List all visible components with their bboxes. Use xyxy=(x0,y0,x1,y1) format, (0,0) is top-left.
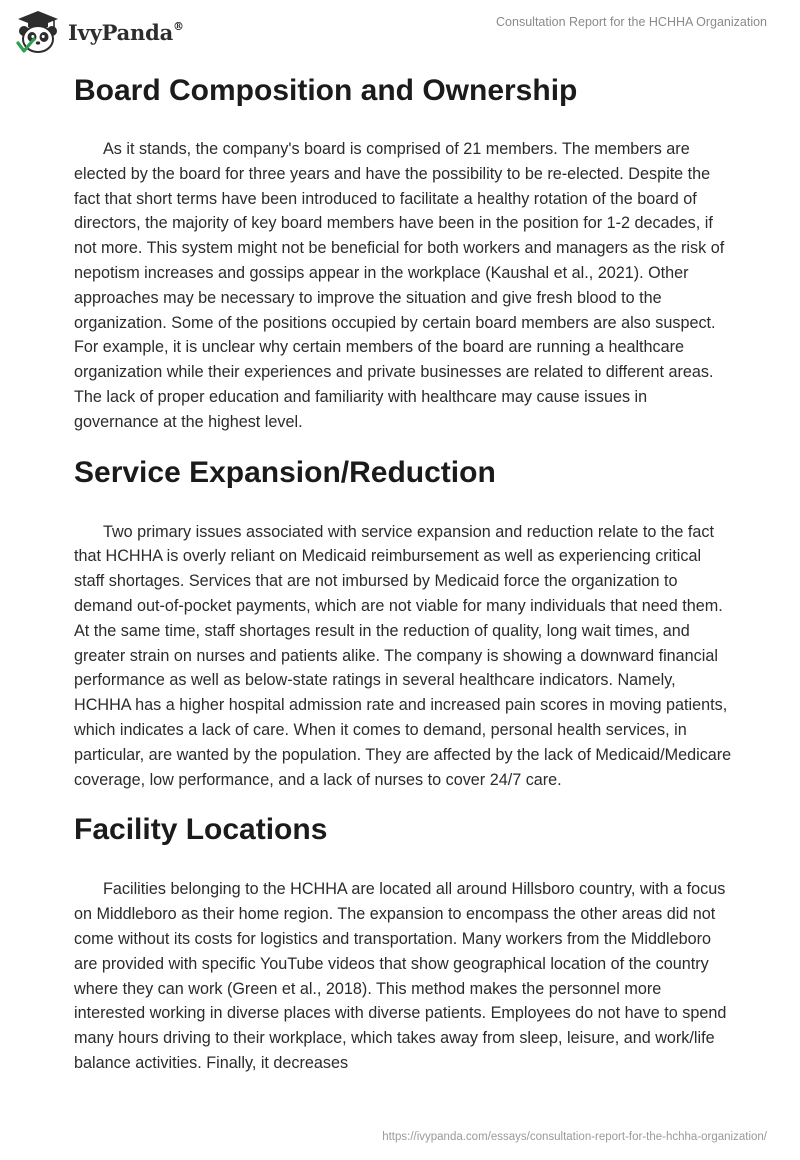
running-title: Consultation Report for the HCHHA Organization xyxy=(496,15,767,29)
page-header xyxy=(0,0,800,60)
section-title-board-composition: Board Composition and Ownership xyxy=(74,74,578,107)
section-text-facility-locations: Facilities belonging to the HCHHA are located all around Hillsboro country, with a focus on Middleboro as their home region. The expansion to encompass the other areas did not come without its costs for logistics and transportation. Many workers from the Middleboro are provided with specific YouTube videos that show geographical location of the country where they can work (Green et al., 2018). This method makes the personnel more interested working in diverse places with diverse patients. Employees do not have to spend many hours driving to their workplace, which takes away from sleep, leisure, and work/life balance activities. Finally, it decreases xyxy=(74,880,727,1072)
section-text-service-expansion: Two primary issues associated with service expansion and reduction relate to the fact that HCHHA is overly reliant on Medicaid reimbursement as well as experiencing critical staff shortages. Services that are not imbursed by Medicaid force the organization to demand out-of-pocket payments, which are not viable for many individuals that need them. At the same time, staff shortages result in the reduction of quality, long wait times, and greater strain on nurses and patients alike. The company is showing a downward financial performance as well as below-state ratings in several healthcare indicators. Namely, HCHHA has a higher hospital admission rate and increased pain scores in moving patients, which indicates a lack of care. When it comes to demand, personal health services, in particular, are wanted by the population. They are affected by the lack of Medicaid/Medicare coverage, low performance, and a lack of nurses to cover 24/7 care. xyxy=(74,522,732,789)
panda-graduate-icon xyxy=(14,9,62,55)
section-text-board-composition: As it stands, the company's board is comprised of 21 members. The members are elected by the board for three years and have the possibility to be re-elected. Despite the fact that short terms have been introduced to facilitate a healthy rotation of the board of directors, the majority of key board members have been in the position for 1-2 decades, if not more. This system might not be beneficial for both workers and managers as the risk of nepotism increases and gossips appear in the workplace (Kaushal et al., 2021). Other approaches may be necessary to improve the situation and give fresh blood to the organization. Some of the positions occupied by certain board members are also suspect. For example, it is unclear why certain members of the board are running a healthcare organization while their experiences and private businesses are related to different areas. The lack of proper education and familiarity with healthcare may cause issues in governance at the highest level. xyxy=(74,140,725,431)
logo-name: IvyPanda xyxy=(68,19,174,45)
section-title-facility-locations: Facility Locations xyxy=(74,813,328,847)
source-url[interactable]: https://ivypanda.com/essays/consultation-report-for-the-hchha-organization/ xyxy=(382,1131,767,1143)
document-body xyxy=(74,70,734,1076)
section-title-service-expansion: Service Expansion/Reduction xyxy=(74,455,496,489)
ivypanda-logo[interactable] xyxy=(14,9,184,55)
registered-mark: ® xyxy=(173,19,184,33)
logo-wordmark xyxy=(68,20,184,45)
